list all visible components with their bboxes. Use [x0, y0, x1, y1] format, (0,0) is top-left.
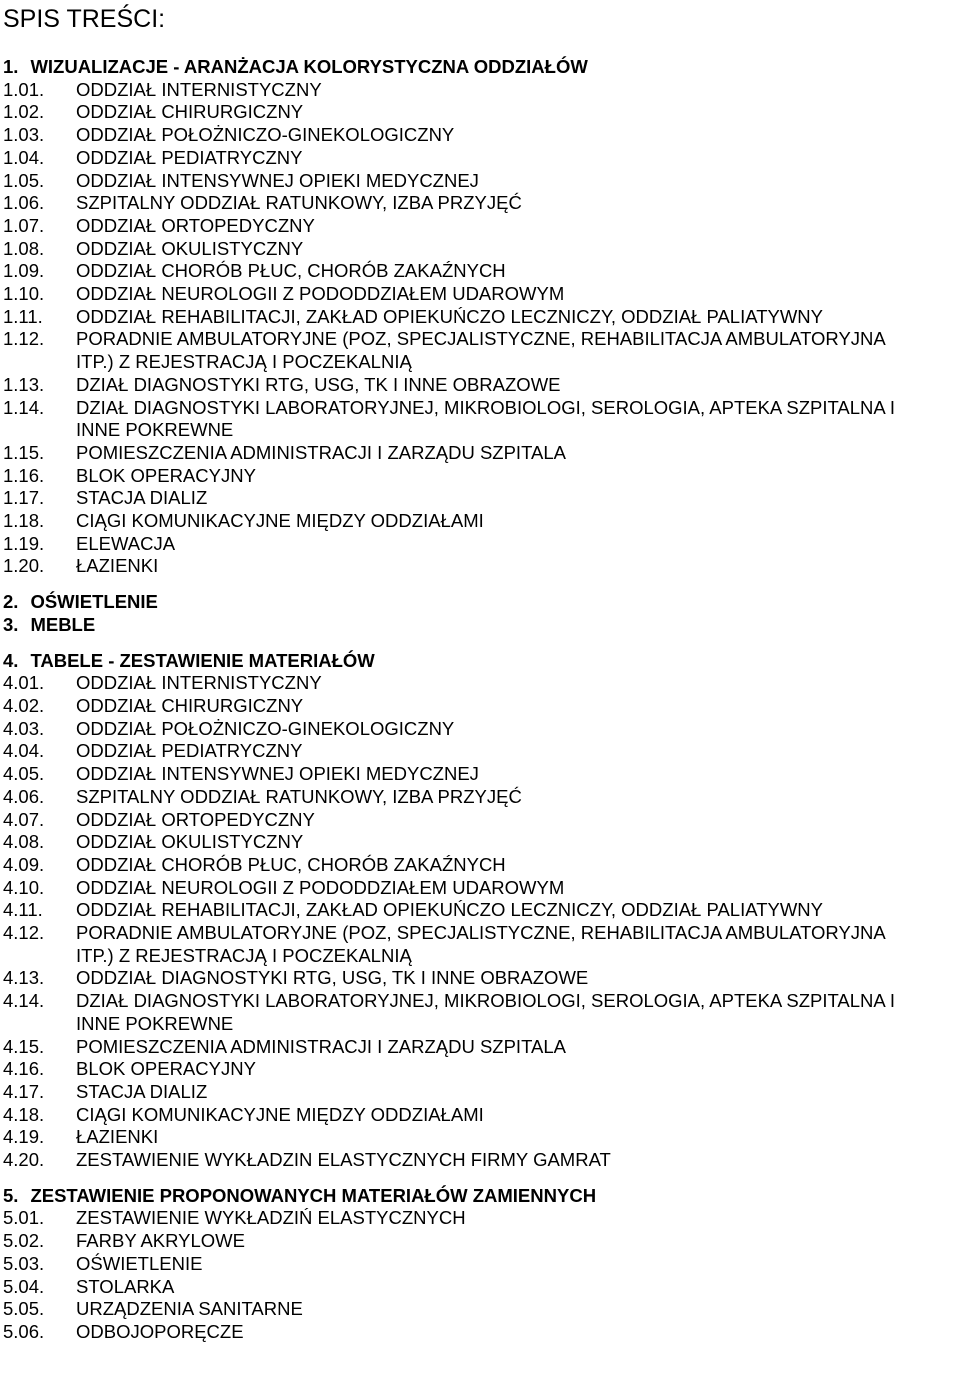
entry-number: 4.05.	[3, 763, 45, 785]
toc-entry	[3, 215, 958, 238]
section-number: 2.	[3, 591, 19, 613]
entry-number: 1.13.	[3, 373, 45, 395]
toc-entry	[3, 1253, 958, 1276]
table-of-contents	[3, 4, 958, 1357]
entry-title: ODDZIAŁ CHORÓB PŁUC, CHORÓB ZAKAŹNYCH	[76, 853, 506, 875]
toc-entry	[3, 922, 958, 945]
toc-entry	[3, 306, 958, 329]
toc-entry	[3, 854, 958, 877]
toc-entry	[3, 1126, 958, 1149]
toc-entry	[3, 718, 958, 741]
entry-title: ODDZIAŁ OKULISTYCZNY	[76, 237, 304, 259]
toc-entry	[3, 260, 958, 283]
entry-title: ŁAZIENKI	[76, 555, 159, 577]
entry-title: ODDZIAŁ REHABILITACJI, ZAKŁAD OPIEKUŃCZO LECZNICZY, ODDZIAŁ PALIATYWNY	[76, 899, 823, 921]
toc-entry	[3, 487, 958, 510]
toc-entry	[3, 170, 958, 193]
entry-title: ODDZIAŁ ORTOPEDYCZNY	[76, 808, 315, 830]
entry-number: 4.19.	[3, 1126, 45, 1148]
entry-title: ODDZIAŁ ORTOPEDYCZNY	[76, 214, 315, 236]
toc-entry	[3, 465, 958, 488]
section-items	[3, 79, 958, 578]
entry-title: ODDZIAŁ POŁOŻNICZO-GINEKOLOGICZNY	[76, 124, 455, 146]
entry-title: PORADNIE AMBULATORYJNE (POZ, SPECJALISTYCZNE, REHABILITACJA AMBULATORYJNA	[76, 922, 886, 944]
entry-title: SZPITALNY ODDZIAŁ RATUNKOWY, IZBA PRZYJĘĆ	[76, 192, 522, 214]
toc-entry	[3, 124, 958, 147]
toc-entry	[3, 695, 958, 718]
entry-title: CIĄGI KOMUNIKACYJNE MIĘDZY ODDZIAŁAMI	[76, 510, 484, 532]
toc-entry	[3, 786, 958, 809]
entry-number: 4.04.	[3, 740, 45, 762]
toc-entry	[3, 238, 958, 261]
entry-number: 1.10.	[3, 283, 45, 305]
entry-number: 4.16.	[3, 1058, 45, 1080]
entry-title: ODDZIAŁ PEDIATRYCZNY	[76, 146, 303, 168]
entry-title-continuation: ITP.) Z REJESTRACJĄ I POCZEKALNIĄ	[76, 351, 412, 373]
entry-title: ODDZIAŁ POŁOŻNICZO-GINEKOLOGICZNY	[76, 717, 455, 739]
entry-number: 1.02.	[3, 101, 45, 123]
entry-title: ODDZIAŁ CHORÓB PŁUC, CHORÓB ZAKAŹNYCH	[76, 260, 506, 282]
entry-number: 4.12.	[3, 922, 45, 944]
entry-number: 1.19.	[3, 532, 45, 554]
entry-number: 4.08.	[3, 831, 45, 853]
section-5	[3, 1185, 958, 1344]
entry-title: ODDZIAŁ CHIRURGICZNY	[76, 694, 304, 716]
entry-number: 4.01.	[3, 672, 45, 694]
entry-number: 1.11.	[3, 305, 43, 327]
entry-title: POMIESZCZENIA ADMINISTRACJI I ZARZĄDU SZPITALA	[76, 441, 566, 463]
entry-title: URZĄDZENIA SANITARNE	[76, 1298, 303, 1320]
toc-entry	[3, 899, 958, 922]
toc-entry	[3, 397, 958, 420]
entry-number: 4.11.	[3, 899, 43, 921]
section-title: WIZUALIZACJE - ARANŻACJA KOLORYSTYCZNA ODDZIAŁÓW	[30, 56, 588, 77]
entry-title-continuation: ITP.) Z REJESTRACJĄ I POCZEKALNIĄ	[76, 944, 412, 966]
entry-title: ODDZIAŁ INTENSYWNEJ OPIEKI MEDYCZNEJ	[76, 763, 479, 785]
entry-title: ODDZIAŁ REHABILITACJI, ZAKŁAD OPIEKUŃCZO LECZNICZY, ODDZIAŁ PALIATYWNY	[76, 305, 823, 327]
entry-number: 4.10.	[3, 876, 45, 898]
entry-title: SZPITALNY ODDZIAŁ RATUNKOWY, IZBA PRZYJĘĆ	[76, 785, 522, 807]
toc-entry	[3, 1207, 958, 1230]
section-heading	[3, 614, 958, 637]
entry-number: 1.05.	[3, 169, 45, 191]
toc-entry	[3, 79, 958, 102]
section-number: 4.	[3, 649, 19, 671]
entry-number: 4.07.	[3, 808, 45, 830]
entry-title: ŁAZIENKI	[76, 1126, 159, 1148]
section-heading	[3, 1185, 958, 1208]
entry-number: 1.04.	[3, 146, 45, 168]
section-heading	[3, 650, 958, 673]
entry-title: STACJA DIALIZ	[76, 1080, 208, 1102]
section-3	[3, 614, 958, 637]
toc-entry	[3, 1298, 958, 1321]
section-heading	[3, 56, 958, 79]
toc-entry	[3, 740, 958, 763]
entry-title: ODDZIAŁ NEUROLOGII Z PODODDZIAŁEM UDAROWYM	[76, 283, 565, 305]
entry-title: DZIAŁ DIAGNOSTYKI LABORATORYJNEJ, MIKROBIOLOGI, SEROLOGIA, APTEKA SZPITALNA I	[76, 396, 896, 418]
entry-number: 5.02.	[3, 1230, 45, 1252]
entry-number: 4.13.	[3, 967, 45, 989]
section-title: ZESTAWIENIE PROPONOWANYCH MATERIAŁÓW ZAMIENNYCH	[30, 1184, 597, 1206]
toc-entry	[3, 147, 958, 170]
entry-number: 5.03.	[3, 1252, 45, 1274]
toc-entry	[3, 555, 958, 578]
toc-entry	[3, 101, 958, 124]
toc-entry	[3, 831, 958, 854]
toc-entry	[3, 1276, 958, 1299]
toc-entry	[3, 763, 958, 786]
toc-entry	[3, 442, 958, 465]
toc-entry	[3, 1104, 958, 1127]
entry-title: ODDZIAŁ DIAGNOSTYKI RTG, USG, TK I INNE OBRAZOWE	[76, 967, 589, 989]
entry-number: 4.17.	[3, 1080, 45, 1102]
page-title: SPIS TREŚCI:	[3, 5, 166, 33]
entry-title: ZESTAWIENIE WYKŁADZIŃ ELASTYCZNYCH	[76, 1207, 466, 1229]
toc-entry	[3, 192, 958, 215]
toc-entry	[3, 283, 958, 306]
entry-title: ODDZIAŁ CHIRURGICZNY	[76, 101, 304, 123]
entry-number: 1.08.	[3, 237, 45, 259]
entry-title: ODDZIAŁ INTENSYWNEJ OPIEKI MEDYCZNEJ	[76, 169, 479, 191]
entry-number: 1.06.	[3, 192, 45, 214]
entry-title: POMIESZCZENIA ADMINISTRACJI I ZARZĄDU SZPITALA	[76, 1035, 566, 1057]
toc-entry	[3, 1149, 958, 1172]
section-heading	[3, 591, 958, 614]
entry-title: ELEWACJA	[76, 532, 176, 554]
entry-number: 4.09.	[3, 853, 45, 875]
entry-title: DZIAŁ DIAGNOSTYKI LABORATORYJNEJ, MIKROBIOLOGI, SEROLOGIA, APTEKA SZPITALNA I	[76, 990, 896, 1012]
entry-number: 1.03.	[3, 124, 45, 146]
section-1	[3, 56, 958, 578]
entry-title: ODDZIAŁ PEDIATRYCZNY	[76, 740, 303, 762]
section-title: OŚWIETLENIE	[30, 591, 158, 613]
toc-entry	[3, 328, 958, 351]
toc-entry	[3, 1036, 958, 1059]
entry-number: 5.05.	[3, 1298, 45, 1320]
entry-number: 1.09.	[3, 260, 45, 282]
entry-number: 5.06.	[3, 1320, 45, 1342]
section-number: 1.	[3, 56, 19, 77]
entry-title: ODBOJOPORĘCZE	[76, 1320, 244, 1342]
entry-number: 4.03.	[3, 717, 45, 739]
entry-number: 4.18.	[3, 1103, 45, 1125]
entry-title: STOLARKA	[76, 1275, 175, 1297]
entry-number: 5.04.	[3, 1275, 45, 1297]
entry-number: 1.12.	[3, 328, 45, 350]
toc-entry	[3, 1230, 958, 1253]
entry-number: 1.17.	[3, 487, 45, 509]
toc-entry	[3, 510, 958, 533]
entry-title-continuation: INNE POKREWNE	[76, 419, 234, 441]
toc-entry	[3, 809, 958, 832]
entry-number: 4.14.	[3, 990, 45, 1012]
section-2	[3, 591, 958, 614]
entry-number: 4.06.	[3, 785, 45, 807]
entry-title-continuation: INNE POKREWNE	[76, 1012, 234, 1034]
toc-entry	[3, 967, 958, 990]
entry-title: BLOK OPERACYJNY	[76, 464, 256, 486]
toc-entry	[3, 374, 958, 397]
entry-title: OŚWIETLENIE	[76, 1252, 203, 1274]
toc-entry	[3, 533, 958, 556]
section-items	[3, 672, 958, 1171]
entry-title: PORADNIE AMBULATORYJNE (POZ, SPECJALISTYCZNE, REHABILITACJA AMBULATORYJNA	[76, 328, 886, 350]
toc-entry	[3, 877, 958, 900]
entry-title: ODDZIAŁ INTERNISTYCZNY	[76, 78, 322, 100]
entry-title: STACJA DIALIZ	[76, 487, 208, 509]
entry-title: ODDZIAŁ NEUROLOGII Z PODODDZIAŁEM UDAROWYM	[76, 876, 565, 898]
toc-entry	[3, 1081, 958, 1104]
entry-number: 1.16.	[3, 464, 45, 486]
entry-number: 1.20.	[3, 555, 45, 577]
entry-title: BLOK OPERACYJNY	[76, 1058, 256, 1080]
entry-title: ODDZIAŁ INTERNISTYCZNY	[76, 672, 322, 694]
entry-title: ODDZIAŁ OKULISTYCZNY	[76, 831, 304, 853]
entry-number: 1.15.	[3, 441, 45, 463]
section-title: MEBLE	[30, 613, 96, 635]
entry-title: DZIAŁ DIAGNOSTYKI RTG, USG, TK I INNE OBRAZOWE	[76, 373, 561, 395]
entry-number: 4.15.	[3, 1035, 45, 1057]
section-title: TABELE - ZESTAWIENIE MATERIAŁÓW	[30, 649, 375, 671]
entry-number: 1.18.	[3, 510, 45, 532]
toc-entry	[3, 990, 958, 1013]
toc-entry	[3, 1321, 958, 1344]
toc-entry	[3, 1058, 958, 1081]
entry-number: 1.14.	[3, 396, 45, 418]
entry-number: 1.07.	[3, 214, 45, 236]
section-4	[3, 650, 958, 1172]
section-items	[3, 1207, 958, 1343]
entry-title: FARBY AKRYLOWE	[76, 1230, 245, 1252]
toc-entry	[3, 672, 958, 695]
section-number: 5.	[3, 1184, 19, 1206]
entry-number: 4.20.	[3, 1149, 45, 1171]
section-number: 3.	[3, 613, 19, 635]
entry-number: 1.01.	[3, 78, 45, 100]
entry-title: CIĄGI KOMUNIKACYJNE MIĘDZY ODDZIAŁAMI	[76, 1103, 484, 1125]
entry-number: 4.02.	[3, 694, 45, 716]
entry-number: 5.01.	[3, 1207, 45, 1229]
entry-title: ZESTAWIENIE WYKŁADZIN ELASTYCZNYCH FIRMY GAMRAT	[76, 1149, 611, 1171]
